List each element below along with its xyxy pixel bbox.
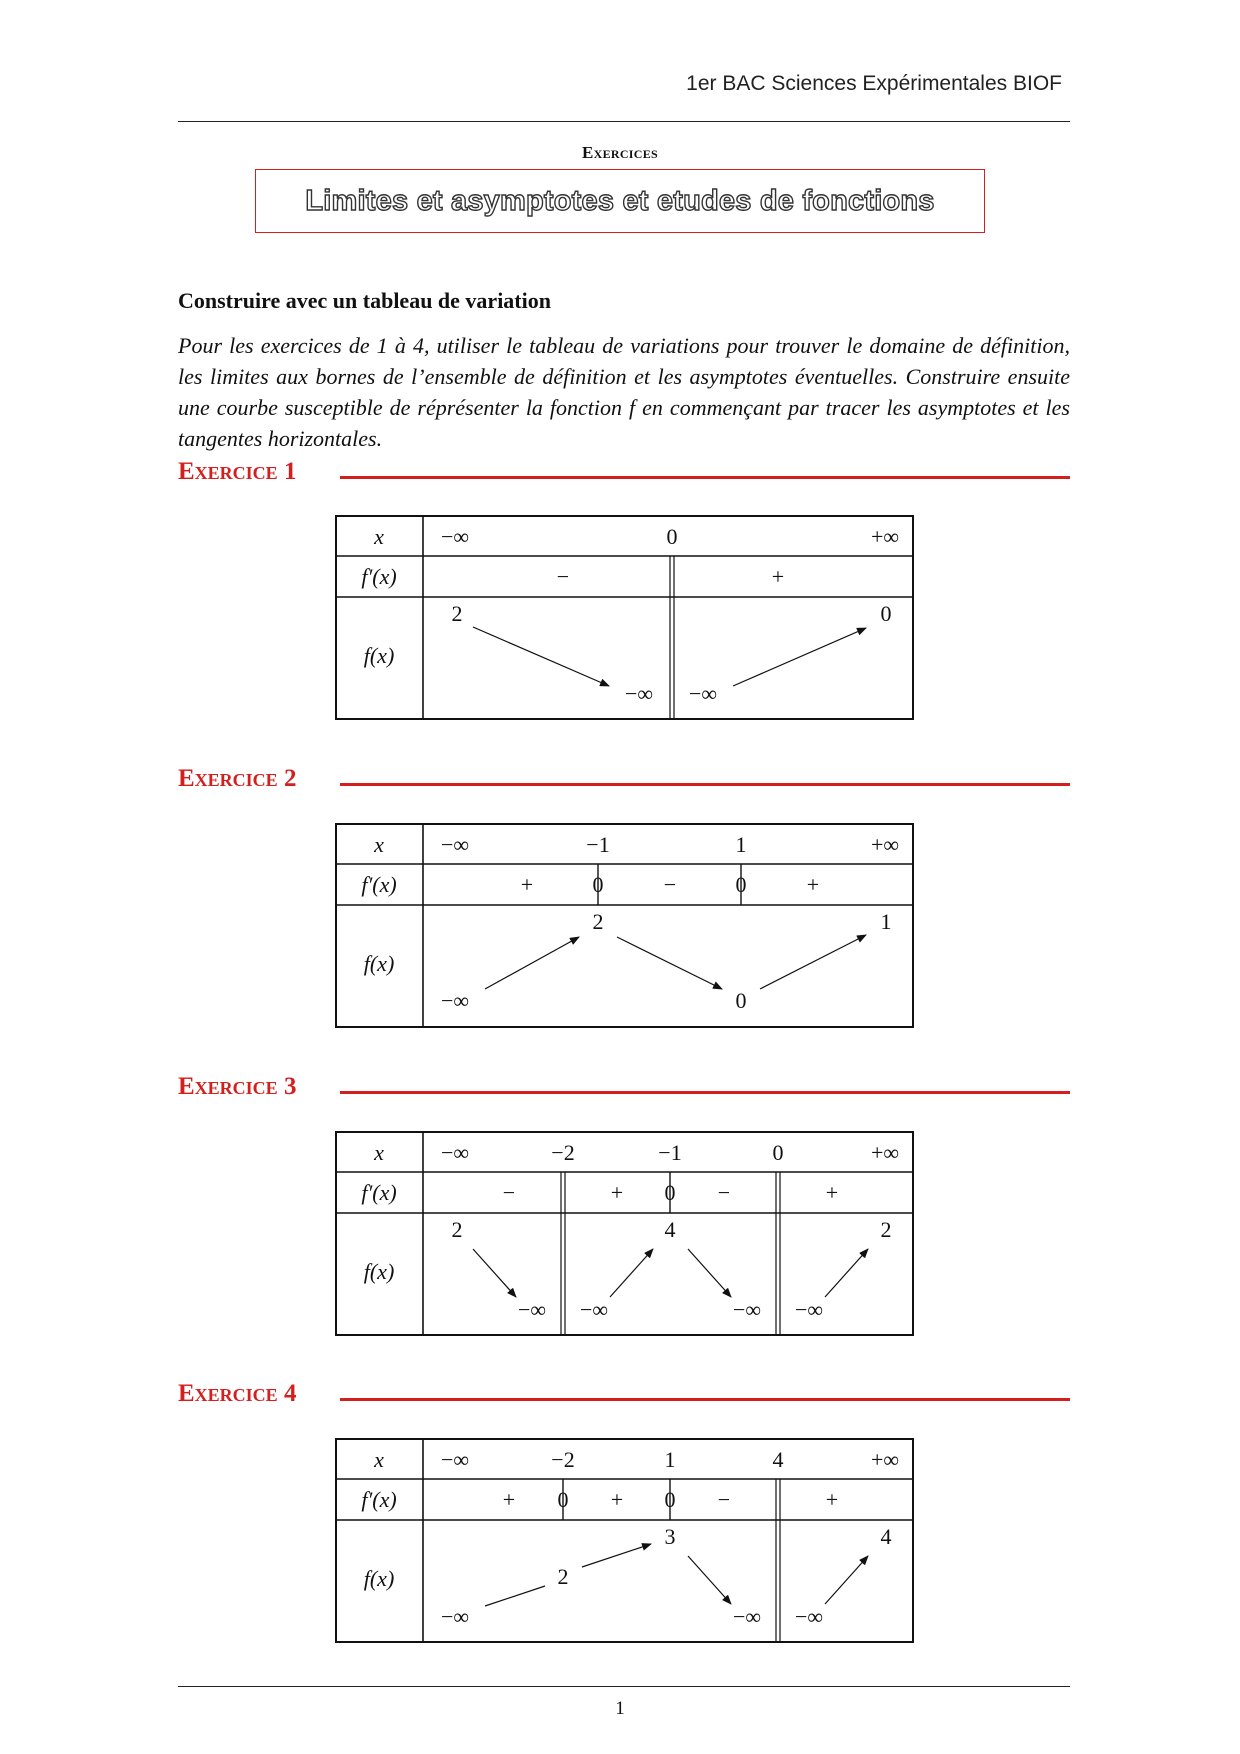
row-label-x: x <box>374 832 384 857</box>
document-kicker: Exercices <box>581 143 659 162</box>
sign: + <box>520 872 534 897</box>
f-value: −∞ <box>794 1297 824 1322</box>
row-label-f: f(x) <box>363 951 395 976</box>
x-value: −∞ <box>440 832 470 857</box>
exercise-1-heading <box>178 458 1070 492</box>
f-value: −∞ <box>688 681 718 706</box>
sign: − <box>717 1487 731 1512</box>
x-value: −2 <box>551 1447 575 1472</box>
f-value: −∞ <box>517 1297 547 1322</box>
x-value: +∞ <box>870 1447 900 1472</box>
variation-arrow <box>825 1249 868 1297</box>
variation-table-2 <box>335 823 914 1028</box>
footer-rule <box>178 1686 1070 1687</box>
variation-arrow <box>610 1249 653 1297</box>
f-value: 2 <box>451 601 463 626</box>
f-value: 2 <box>557 1564 569 1589</box>
header-rule <box>178 121 1070 122</box>
f-value: 1 <box>880 909 892 934</box>
variation-arrow <box>688 1249 731 1297</box>
row-label-fprime: f′(x) <box>361 872 397 897</box>
variation-table-3 <box>335 1131 914 1336</box>
intro-paragraph: Pour les exercices de 1 à 4, utiliser le tableau de variations pour trouver le domaine de définition, les limites aux bornes de l’ensemble de définition et les asymptotes éventuelles. Construire ensuite une courbe susceptible de réprésenter la fonction f en commençant par tracer les asymptotes et les tangentes horizontales. <box>178 333 1070 451</box>
variation-table-4 <box>335 1438 914 1643</box>
x-value: −∞ <box>440 524 470 549</box>
x-value: −1 <box>586 832 610 857</box>
f-value: 4 <box>664 1217 676 1242</box>
f-value: 3 <box>664 1524 676 1549</box>
sign-zero: 0 <box>664 1487 676 1512</box>
section-title: Construire avec un tableau de variation <box>178 288 551 313</box>
row-label-fprime: f′(x) <box>361 564 397 589</box>
f-value: −∞ <box>732 1604 762 1629</box>
sign: + <box>825 1487 839 1512</box>
x-value: −∞ <box>440 1140 470 1165</box>
variation-arrow <box>485 1586 545 1606</box>
x-value: 0 <box>666 524 678 549</box>
f-value: −∞ <box>624 681 654 706</box>
f-value: 0 <box>735 988 747 1013</box>
variation-arrow <box>485 937 579 989</box>
title-box <box>255 169 985 233</box>
x-value: +∞ <box>870 832 900 857</box>
row-label-x: x <box>374 1447 384 1472</box>
sign-zero: 0 <box>557 1487 569 1512</box>
row-label-f: f(x) <box>363 643 395 668</box>
f-value: 4 <box>880 1524 892 1549</box>
exercise-2-title: Exercice 2 <box>178 765 297 792</box>
x-value: +∞ <box>870 1140 900 1165</box>
variation-arrow <box>473 627 609 686</box>
exercise-4-rule <box>340 1398 1070 1401</box>
sign: + <box>610 1487 624 1512</box>
sign-zero: 0 <box>664 1180 676 1205</box>
row-label-fprime: f′(x) <box>361 1487 397 1512</box>
variation-arrow <box>825 1556 868 1604</box>
sign: − <box>717 1180 731 1205</box>
x-value: −2 <box>551 1140 575 1165</box>
row-label-x: x <box>374 524 384 549</box>
x-value: 1 <box>664 1447 676 1472</box>
x-value: −1 <box>658 1140 682 1165</box>
row-label-fprime: f′(x) <box>361 1180 397 1205</box>
f-value: −∞ <box>440 1604 470 1629</box>
variation-arrow <box>760 935 866 989</box>
sign: + <box>825 1180 839 1205</box>
variation-arrow <box>733 628 866 686</box>
f-value: −∞ <box>732 1297 762 1322</box>
sign: + <box>610 1180 624 1205</box>
page-number: 1 <box>615 1698 625 1719</box>
sign: + <box>502 1487 516 1512</box>
x-value: +∞ <box>870 524 900 549</box>
sign: − <box>556 564 570 589</box>
exercise-3-title: Exercice 3 <box>178 1073 297 1100</box>
exercise-3-rule <box>340 1091 1070 1094</box>
f-value: −∞ <box>440 988 470 1013</box>
exercise-1-title: Exercice 1 <box>178 458 297 485</box>
variation-arrow <box>617 937 722 989</box>
variation-arrow <box>473 1249 516 1297</box>
exercise-4-title: Exercice 4 <box>178 1380 297 1407</box>
sign: − <box>502 1180 516 1205</box>
variation-arrow <box>688 1556 731 1604</box>
f-value: −∞ <box>579 1297 609 1322</box>
f-value: 2 <box>592 909 604 934</box>
sign-zero: 0 <box>592 872 604 897</box>
x-value: 1 <box>735 832 747 857</box>
x-value: 4 <box>772 1447 784 1472</box>
row-label-f: f(x) <box>363 1259 395 1284</box>
exercise-4-heading <box>178 1380 1070 1414</box>
sign: + <box>771 564 785 589</box>
variation-arrow <box>582 1544 651 1567</box>
f-value: 2 <box>880 1217 892 1242</box>
row-label-f: f(x) <box>363 1566 395 1591</box>
f-value: −∞ <box>794 1604 824 1629</box>
sign: + <box>806 872 820 897</box>
row-label-x: x <box>374 1140 384 1165</box>
document-title: Limites et asymptotes et etudes de fonctions <box>305 184 935 217</box>
x-value: 0 <box>772 1140 784 1165</box>
x-value: −∞ <box>440 1447 470 1472</box>
exercise-2-rule <box>340 783 1070 786</box>
sign: − <box>663 872 677 897</box>
exercise-1-rule <box>340 476 1070 479</box>
variation-table-1 <box>335 515 914 720</box>
running-header: 1er BAC Sciences Expérimentales BIOF <box>686 72 1062 95</box>
exercise-3-heading <box>178 1073 1070 1107</box>
sign-zero: 0 <box>735 872 747 897</box>
exercise-2-heading <box>178 765 1070 799</box>
f-value: 0 <box>880 601 892 626</box>
f-value: 2 <box>451 1217 463 1242</box>
